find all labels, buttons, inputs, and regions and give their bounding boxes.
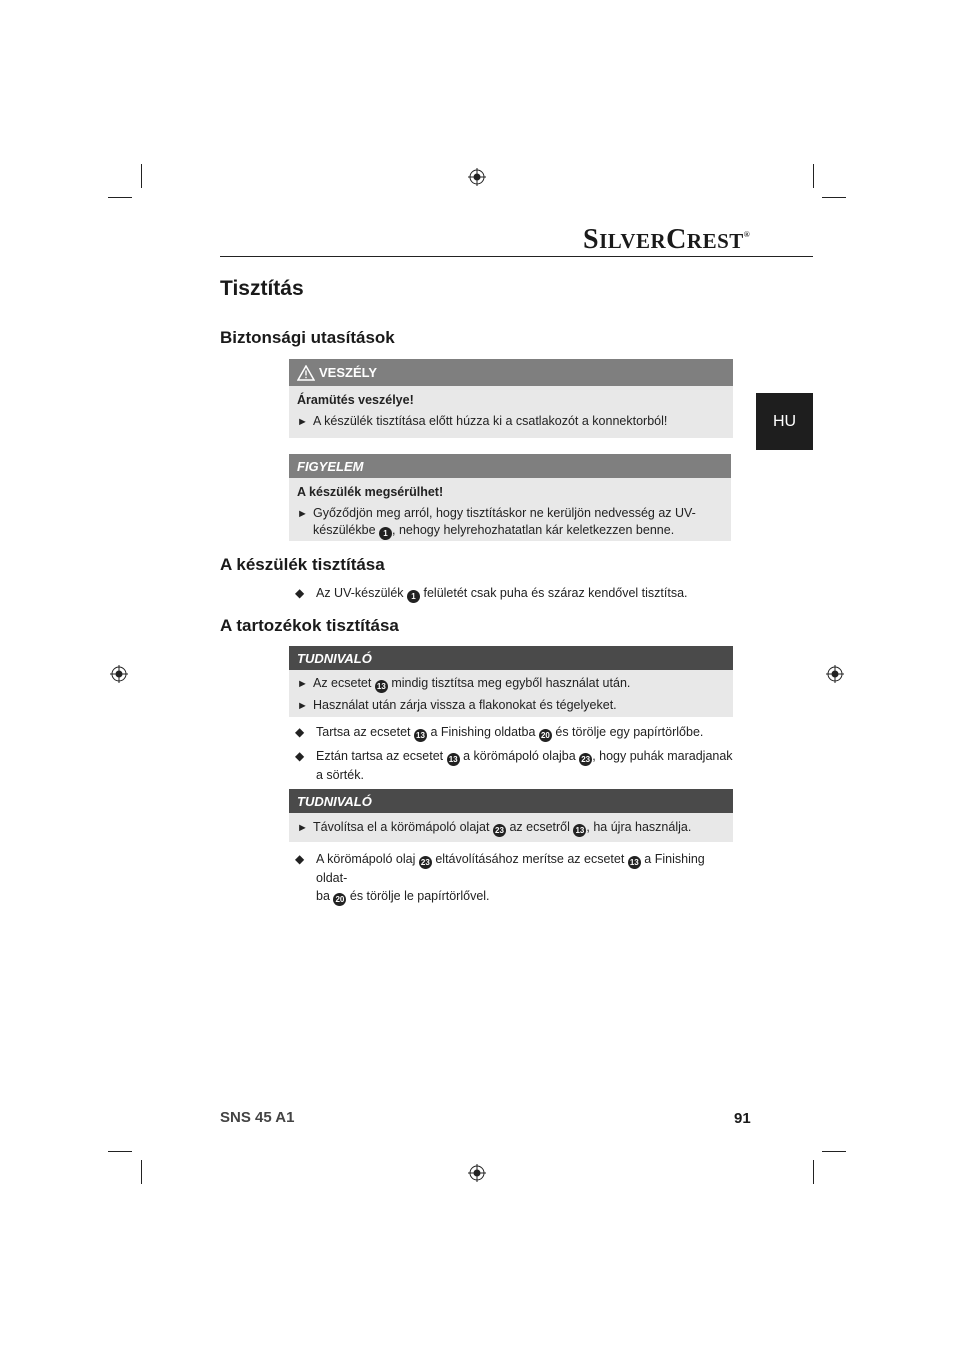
danger-box-header: [289, 359, 733, 386]
crop-mark: [141, 1160, 142, 1184]
list-item: ◆ Az UV-készülék 1 felületét csak puha és száraz kendővel tisztítsa.: [295, 586, 688, 601]
registration-mark-icon: [826, 665, 844, 683]
diamond-bullet-icon: ◆: [295, 725, 305, 739]
part-reference-badge: 23: [419, 856, 432, 869]
crop-mark: [822, 1151, 846, 1152]
header-rule: [220, 256, 813, 257]
part-reference-badge: 13: [375, 680, 388, 693]
danger-box: [289, 359, 733, 438]
section-heading-safety: Biztonsági utasítások: [220, 328, 395, 347]
section-heading-accessories: A tartozékok tisztítása: [220, 616, 399, 635]
crop-mark: [813, 164, 814, 188]
part-reference-badge: 23: [579, 753, 592, 766]
list-item: ► A készülék tisztítása előtt húzza ki a csatlakozót a konnektorból!: [297, 413, 723, 431]
part-reference-badge: 1: [407, 590, 420, 603]
crop-mark: [108, 1151, 132, 1152]
diamond-bullet-icon: ◆: [295, 586, 305, 600]
danger-subheading: Áramütés veszélye!: [297, 393, 414, 407]
warning-triangle-icon: [297, 365, 315, 381]
note-label: TUDNIVALÓ: [297, 793, 372, 809]
registration-mark-icon: [468, 1164, 486, 1182]
note-box: [289, 646, 733, 717]
note-box-header: [289, 789, 733, 813]
attention-box-header: [289, 454, 731, 478]
footer-model-number: SNS 45 A1: [220, 1109, 295, 1126]
part-reference-badge: 13: [447, 753, 460, 766]
section-heading-device: A készülék tisztítása: [220, 555, 385, 574]
page-number: 91: [734, 1110, 751, 1127]
part-reference-badge: 20: [539, 729, 552, 742]
registration-mark-icon: [110, 665, 128, 683]
part-reference-badge: 23: [493, 824, 506, 837]
attention-box: [289, 454, 731, 541]
arrow-bullet-icon: ►: [297, 822, 308, 834]
page-title: Tisztítás: [220, 277, 304, 300]
list-item: ► Távolítsa el a körömápoló olajat 23 az ecsetről 13 , ha újra használja.: [297, 820, 692, 835]
note-box: [289, 789, 733, 842]
crop-mark: [822, 197, 846, 198]
note-label: TUDNIVALÓ: [297, 650, 372, 666]
crop-mark: [108, 197, 132, 198]
arrow-bullet-icon: ►: [297, 508, 308, 520]
list-item: ◆ Tartsa az ecsetet 13 a Finishing oldatba 20 és törölje egy papírtörlőbe.: [295, 725, 704, 740]
part-reference-badge: 13: [414, 729, 427, 742]
crop-mark: [141, 164, 142, 188]
list-item: ► Az ecsetet 13 mindig tisztítsa meg egyből használat után.: [297, 676, 631, 691]
attention-label: FIGYELEM: [297, 458, 364, 474]
arrow-bullet-icon: ►: [297, 700, 308, 712]
attention-subheading: A készülék megsérülhet!: [297, 485, 444, 499]
arrow-bullet-icon: ►: [297, 678, 308, 690]
danger-label: VESZÉLY: [319, 365, 378, 380]
part-reference-badge: 13: [573, 824, 586, 837]
part-reference-badge: 20: [333, 893, 346, 906]
part-reference-badge: 1: [379, 527, 392, 540]
diamond-bullet-icon: ◆: [295, 749, 305, 763]
part-reference-badge: 13: [628, 856, 641, 869]
diamond-bullet-icon: ◆: [295, 852, 305, 866]
note-box-header: [289, 646, 733, 670]
list-item: ◆ A körömápoló olaj 23 eltávolításához merítse az ecsetet 13 a Finishing oldat- ba 20 és törölje le papírtörlővel.: [295, 852, 705, 904]
list-item: ► Győződjön meg arról, hogy tisztításkor ne kerüljön nedvesség az UV- készülékbe 1 , nehogy helyrehozhatatlan kár keletkezzen benne.: [297, 506, 696, 538]
list-item: ► Használat után zárja vissza a flakonokat és tégelyeket.: [297, 697, 723, 715]
arrow-bullet-icon: ►: [297, 416, 308, 428]
registration-mark-icon: [468, 168, 486, 186]
list-item: ◆ Eztán tartsa az ecsetet 13 a körömápoló olajba 23 , hogy puhák maradjanak a sörték.: [295, 749, 733, 782]
crop-mark: [813, 1160, 814, 1184]
brand-logo: SILVERCREST®: [583, 224, 751, 255]
language-tab: HU: [756, 393, 813, 450]
